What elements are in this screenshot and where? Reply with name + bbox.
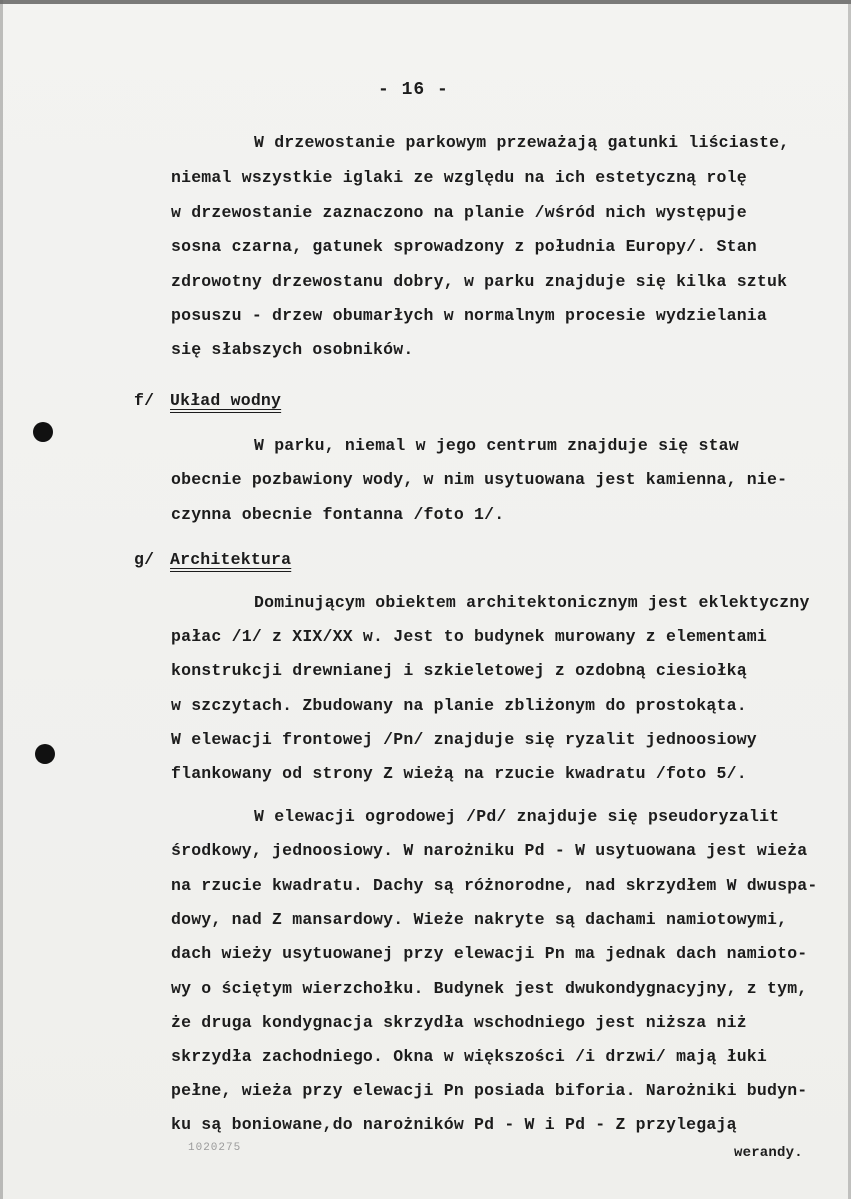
section-label-g: g/ (134, 550, 155, 569)
text-line: dowy, nad Z mansardowy. Wieże nakryte są dachami namiotowymi, (171, 910, 788, 929)
text-line: W parku, niemal w jego centrum znajduje się staw (254, 436, 739, 455)
text-line: w drzewostanie zaznaczono na planie /wśród nich występuje (171, 203, 747, 222)
punch-hole-top (33, 422, 53, 442)
text-line: niemal wszystkie iglaki ze względu na ich estetyczną rolę (171, 168, 747, 187)
text-line: W elewacji ogrodowej /Pd/ znajduje się pseudoryzalit (254, 807, 780, 826)
text-line: Dominującym obiektem architektonicznym jest eklektyczny (254, 593, 810, 612)
text-line: na rzucie kwadratu. Dachy są różnorodne, nad skrzydłem W dwuspa- (171, 876, 818, 895)
text-line: że druga kondygnacja skrzydła wschodniego jest niższa niż (171, 1013, 747, 1032)
section-heading-water: Układ wodny (170, 391, 282, 410)
text-line: obecnie pozbawiony wody, w nim usytuowana jest kamienna, nie- (171, 470, 788, 489)
text-line: czynna obecnie fontanna /foto 1/. (171, 505, 505, 524)
scan-top-edge (0, 0, 851, 4)
text-line: flankowany od strony Z wieżą na rzucie kwadratu /foto 5/. (171, 764, 747, 783)
scan-left-edge (0, 0, 3, 1199)
text-line: się słabszych osobników. (171, 340, 414, 359)
text-line: W drzewostanie parkowym przeważają gatunki liściaste, (254, 133, 790, 152)
section-heading-architecture: Architektura (170, 550, 292, 569)
text-line: ku są boniowane,do narożników Pd - W i Pd - Z przylegają (171, 1115, 737, 1134)
text-line: posuszu - drzew obumarłych w normalnym procesie wydzielania (171, 306, 767, 325)
text-line: środkowy, jednoosiowy. W narożniku Pd - W usytuowana jest wieża (171, 841, 808, 860)
text-line: dach wieży usytuowanej przy elewacji Pn ma jednak dach namioto- (171, 944, 808, 963)
section-label-f: f/ (134, 391, 155, 410)
text-line: pełne, wieża przy elewacji Pn posiada biforia. Narożniki budyn- (171, 1081, 808, 1100)
text-line: konstrukcji drewnianej i szkieletowej z ozdobną ciesiołką (171, 661, 747, 680)
punch-hole-bottom (35, 744, 55, 764)
text-line: wy o ściętym wierzchołku. Budynek jest dwukondygnacyjny, z tym, (171, 979, 808, 998)
text-line: zdrowotny drzewostanu dobry, w parku znajduje się kilka sztuk (171, 272, 788, 291)
text-line: w szczytach. Zbudowany na planie zbliżonym do prostokąta. (171, 696, 747, 715)
page-number: - 16 - (378, 80, 449, 100)
text-line: pałac /1/ z XIX/XX w. Jest to budynek murowany z elementami (171, 627, 767, 646)
catchword: werandy. (734, 1145, 803, 1161)
faded-stamp: 1020275 (188, 1142, 242, 1154)
text-line: skrzydła zachodniego. Okna w większości /i drzwi/ mają łuki (171, 1047, 767, 1066)
text-line: W elewacji frontowej /Pn/ znajduje się ryzalit jednoosiowy (171, 730, 757, 749)
text-line: sosna czarna, gatunek sprowadzony z południa Europy/. Stan (171, 237, 757, 256)
